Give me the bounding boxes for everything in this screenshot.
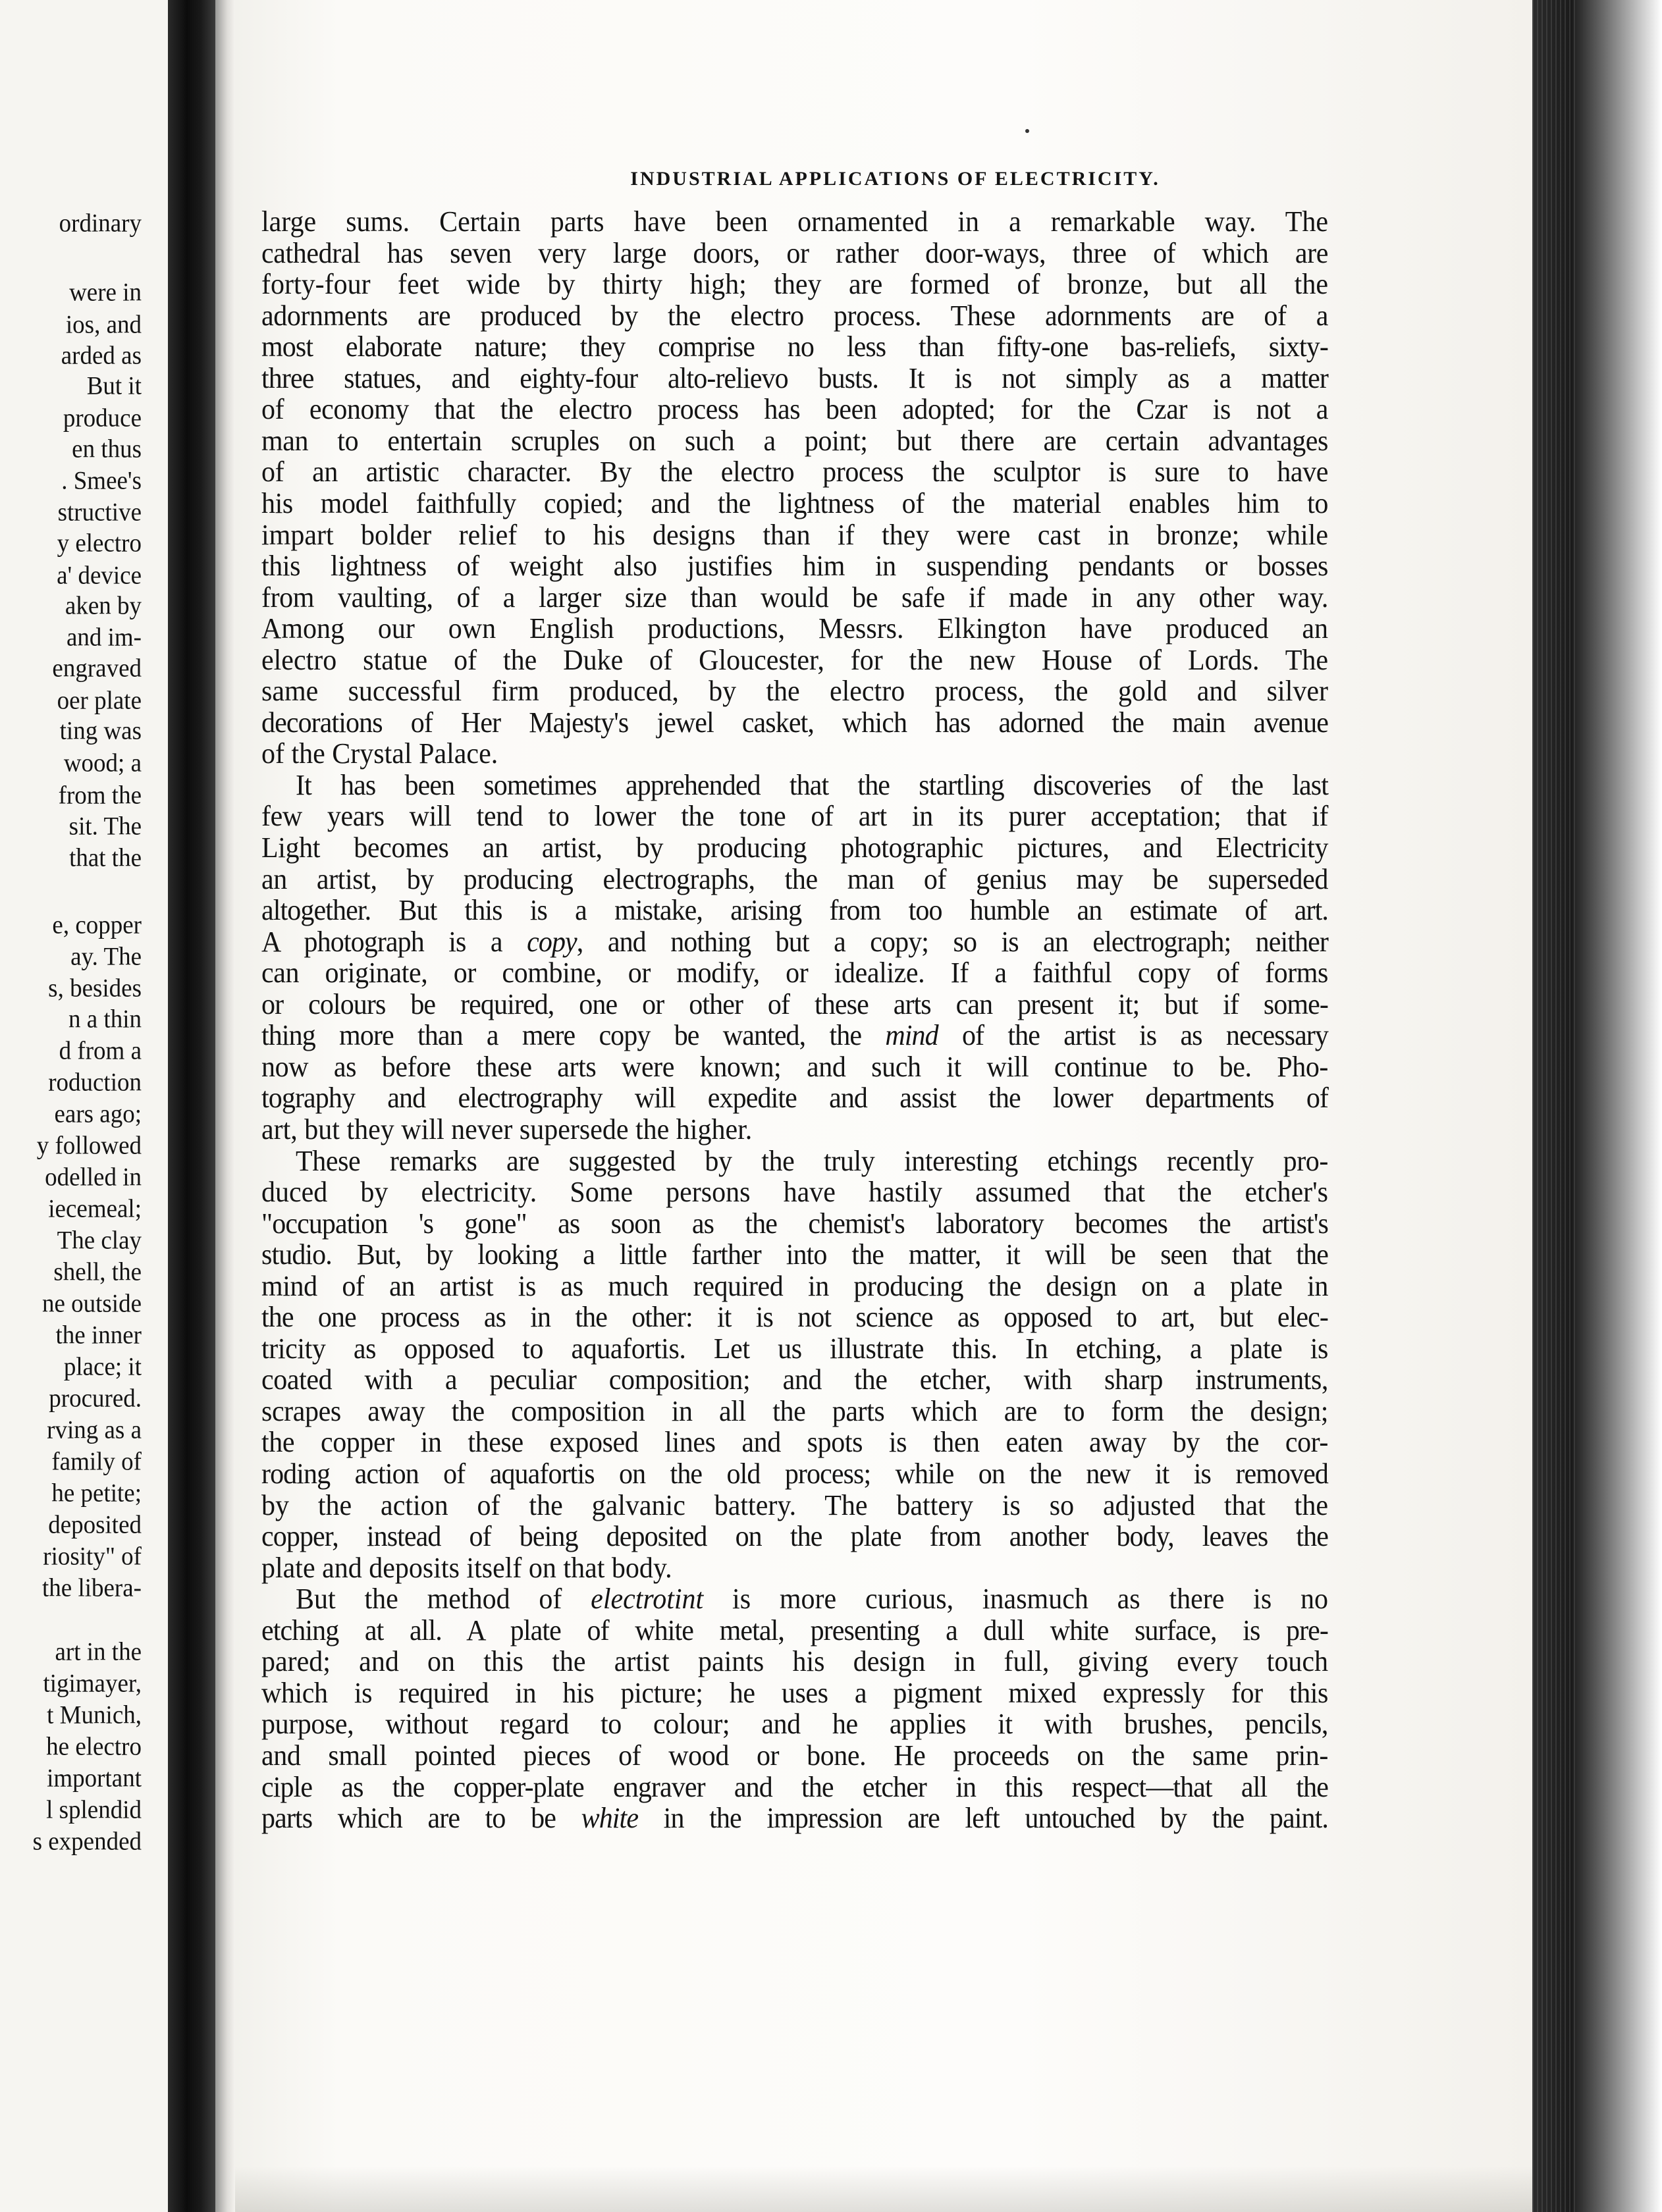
text-line: electro statue of the Duke of Gloucester, for the new House of Lords. The [261,644,1328,677]
text-line: thing more than a mere copy be wanted, the mind of the artist is as necessary [261,1019,1328,1052]
italic-word: white [581,1802,639,1835]
left-page-line: n a thin [68,1005,142,1034]
left-page-line: iecemeal; [48,1194,142,1223]
text-line: copper, instead of being deposited on the plate from another body, leaves the [261,1520,1328,1553]
left-page-line: ne outside [41,1289,142,1318]
text-line: or colours be required, one or other of these arts can present it; but if some- [261,988,1328,1021]
left-page-line: wood; a [63,749,142,777]
text-line: art, but they will never supersede the higher. [261,1113,753,1146]
left-page-line: that the [69,843,142,872]
left-page-line: the libera- [42,1573,142,1602]
text-line: These remarks are suggested by the truly interesting etchings recently pro- [296,1145,1328,1177]
text-line: tography and electrography will expedite and assist the lower departments of [261,1082,1328,1115]
text-line: this lightness of weight also justifies him in suspending pendants or bosses [261,550,1328,583]
italic-word: electrotint [591,1583,704,1616]
gutter-shadow [215,0,235,2212]
left-page-line: y followed [36,1131,142,1160]
text-line: A photograph is a copy, and nothing but a copy; so is an electrograph; neither [261,926,1328,959]
left-page-line: ting was [59,716,142,745]
text-line: and small pointed pieces of wood or bone. He proceeds on the same prin- [261,1739,1328,1772]
text-line: plate and deposits itself on that body. [261,1552,672,1585]
text-line: Among our own English productions, Messrs. Elkington have produced an [261,612,1328,645]
left-page-line: ears ago; [54,1099,142,1128]
text-line: "occupation 's gone" as soon as the chemist's laboratory becomes the artist's [261,1207,1328,1240]
left-page-line: aken by [65,591,142,620]
left-page-line: procured. [49,1384,142,1413]
left-page-line: deposited [48,1510,142,1539]
text-line: of the Crystal Palace. [261,737,498,770]
left-page-line: s expended [32,1827,142,1856]
text-line: adornments are produced by the electro process. These adornments are of a [261,300,1328,332]
left-page-line: arded as [61,341,142,370]
book-gutter [168,0,215,2212]
left-page-line: ay. The [70,942,142,971]
left-page-line: structive [57,498,142,527]
text-line: mind of an artist is as much required in producing the design on a plate in [261,1270,1328,1303]
left-page-line: en thus [72,434,142,463]
left-page-line: from the [58,781,142,810]
left-page-line: s, besides [48,974,142,1003]
text-line: of an artistic character. By the electro process the sculptor is sure to have [261,456,1328,488]
left-page-line: family of [51,1447,142,1476]
text-line: can originate, or combine, or modify, or idealize. If a faithful copy of forms [261,957,1328,989]
left-page-line: and im- [66,623,142,652]
text-line: Light becomes an artist, by producing photographic pictures, and Electricity [261,831,1328,864]
text-line: tricity as opposed to aquafortis. Let us illustrate this. In etching, a plate is [261,1332,1328,1365]
text-line: the copper in these exposed lines and spots is then eaten away by the cor- [261,1427,1328,1459]
left-page-line: he petite; [51,1479,142,1508]
left-page-line: The clay [57,1226,142,1255]
left-page-line: . Smee's [61,466,142,495]
running-head: INDUSTRIAL APPLICATIONS OF ELECTRICITY. [630,168,1160,190]
text-line: three statues, and eighty-four alto-relievo busts. It is not simply as a matter [261,362,1328,395]
text-line: duced by electricity. Some persons have hastily assumed that the etcher's [261,1176,1328,1209]
left-page-line: art in the [55,1637,142,1666]
text-line: by the action of the galvanic battery. The battery is so adjusted that the [261,1489,1328,1521]
text-line: ciple as the copper-plate engraver and the etcher in this respect—that all the [261,1771,1328,1803]
text-line: from vaulting, of a larger size than would be safe if made in any other way. [261,581,1328,614]
text-line: impart bolder relief to his designs than if they were cast in bronze; while [261,519,1328,551]
left-facing-page [0,0,170,2212]
text-line: most elaborate nature; they comprise no less than fifty-one bas-reliefs, sixty- [261,330,1328,363]
text-line: his model faithfully copied; and the lightness of the material enables him to [261,487,1328,520]
text-line: cathedral has seven very large doors, or rather door-ways, three of which are [261,237,1328,269]
text-line: which is required in his picture; he uses a pigment mixed expressly for this [261,1677,1328,1710]
text-line: of economy that the electro process has been adopted; for the Czar is not a [261,393,1328,426]
left-page-line: d from a [59,1036,142,1065]
left-page-line: ordinary [59,209,142,238]
text-line: coated with a peculiar composition; and the etcher, with sharp instruments, [261,1363,1328,1396]
left-page-line: important [47,1764,142,1793]
left-page-line: riosity" of [43,1542,142,1571]
text-line: forty-four feet wide by thirty high; they are formed of bronze, but all the [261,268,1328,301]
text-line: It has been sometimes apprehended that the startling discoveries of the last [296,769,1328,802]
left-page-line: ios, and [65,310,142,339]
left-page-line: y electro [57,529,142,558]
text-line: parts which are to be white in the impression are left untouched by the paint. [261,1802,1328,1835]
text-line: an artist, by producing electrographs, the man of genius may be superseded [261,863,1328,895]
text-line: large sums. Certain parts have been ornamented in a remarkable way. The [261,205,1328,238]
left-page-line: odelled in [45,1163,142,1192]
italic-word: mind [885,1019,938,1052]
text-line: etching at all. A plate of white metal, presenting a dull white surface, is pre- [261,1614,1328,1647]
left-page-line: engraved [52,654,142,683]
text-line: few years will tend to lower the tone of art in its purer acceptation; that if [261,801,1328,833]
left-page-line: oer plate [57,686,142,715]
left-page-line: t Munich, [47,1700,142,1729]
text-line: scrapes away the composition in all the parts which are to form the design; [261,1395,1328,1428]
left-page-line: were in [69,278,142,307]
page-edge-lines [1532,0,1578,2212]
left-page-line: a' device [57,561,142,590]
left-page-line: l splendid [46,1795,142,1824]
text-line: purpose, without regard to colour; and he applies it with brushes, pencils, [261,1708,1328,1741]
left-page-line: rving as a [47,1415,142,1444]
text-line: same successful firm produced, by the electro process, the gold and silver [261,675,1328,708]
left-page-line: tigimayer, [43,1669,142,1698]
left-page-line: roduction [48,1068,142,1097]
left-page-line: the inner [55,1321,142,1350]
left-page-line: e, copper [52,910,142,939]
left-page-line: sit. The [68,812,142,841]
left-page-line: But it [86,371,142,400]
text-line: the one process as in the other: it is not science as opposed to art, but elec- [261,1301,1328,1334]
text-line: man to entertain scruples on such a point; but there are certain advantages [261,425,1328,458]
text-line: But the method of electrotint is more curious, inasmuch as there is no [296,1583,1328,1616]
text-line: studio. But, by looking a little farther into the matter, it will be seen that the [261,1238,1328,1271]
left-page-line: he electro [46,1732,142,1761]
text-line: altogether. But this is a mistake, arising from too humble an estimate of art. [261,894,1328,927]
print-speck [1025,129,1029,133]
text-line: roding action of aquafortis on the old process; while on the new it is removed [261,1458,1328,1490]
left-page-line: produce [63,404,142,433]
page-bottom-shade [235,2166,1532,2212]
text-line: decorations of Her Majesty's jewel casket, which has adorned the main avenue [261,706,1328,739]
text-line: pared; and on this the artist paints his design in full, giving every touch [261,1645,1328,1678]
right-page [235,0,1532,2212]
left-page-line: place; it [63,1352,142,1381]
italic-word: copy [527,926,577,959]
left-page-line: shell, the [53,1257,142,1286]
text-line: now as before these arts were known; and such it will continue to be. Pho- [261,1051,1328,1084]
